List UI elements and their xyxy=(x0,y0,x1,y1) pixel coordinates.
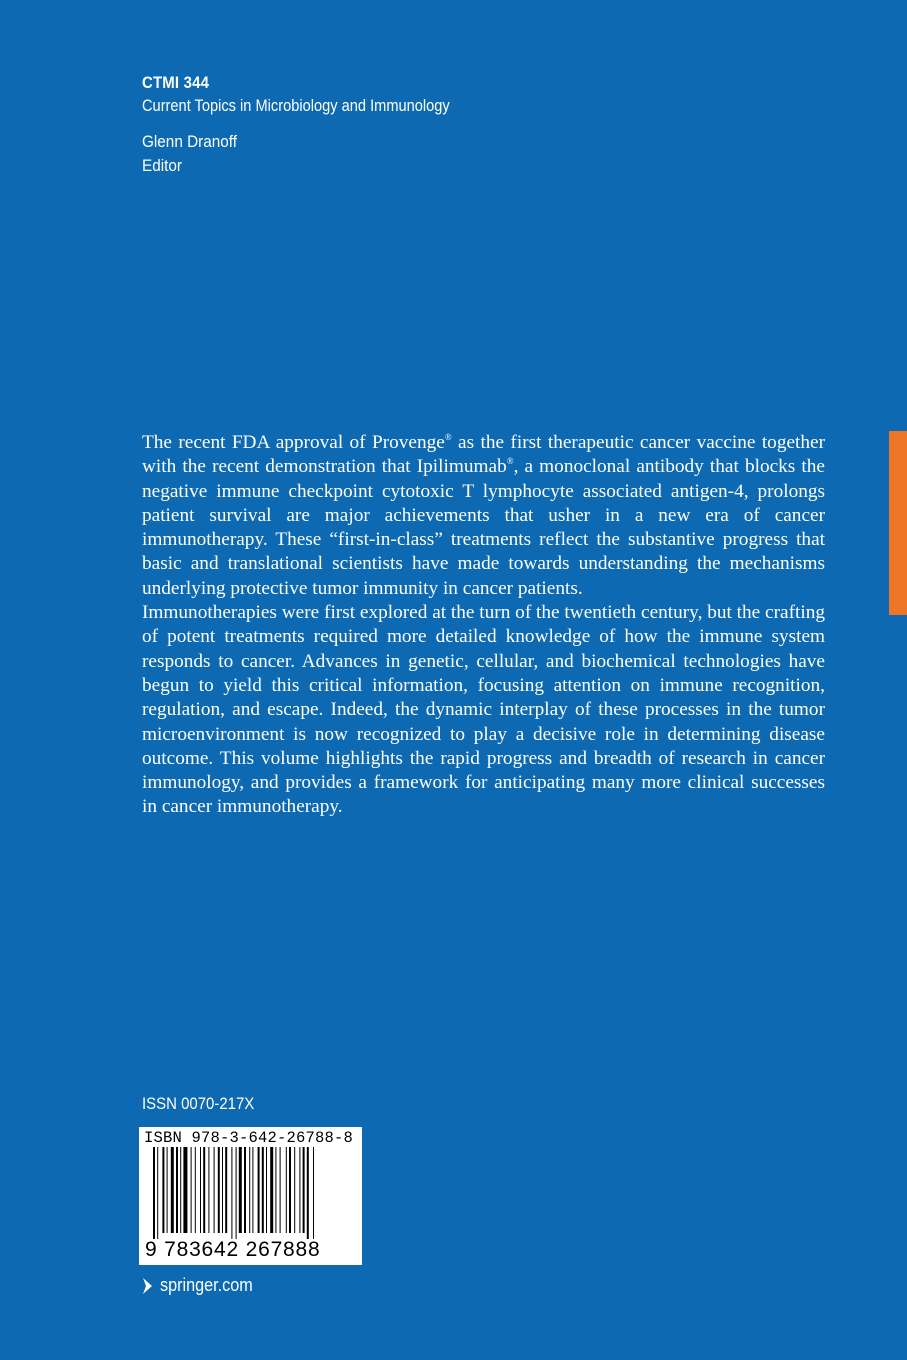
barcode-bar xyxy=(289,1147,291,1233)
barcode-bar xyxy=(222,1147,223,1233)
editor-name: Glenn Dranoff xyxy=(142,132,237,151)
barcode-bar xyxy=(307,1147,309,1239)
series-block xyxy=(142,72,500,178)
springer-link[interactable] xyxy=(141,1275,263,1296)
registered-mark: ® xyxy=(444,432,452,442)
barcode-bar xyxy=(200,1147,201,1233)
barcode-bar xyxy=(286,1147,287,1233)
barcode-bar xyxy=(180,1147,181,1233)
description-paragraph-2: Immunotherapies were first explored at the turn of the twentieth century, but the crafting of potent treatments required more detailed knowledge of how the immune system responds to cancer. Advances in genetic, cellular, and biochemical technologies have begun to yield this critical information, focusing attention on immune recognition, regulation, and escape. Indeed, the dynamic interplay of these processes in the tumor microenvironment is now recognized to play a decisive role in determining disease outcome. This volume highlights the rapid progress and breadth of research in cancer immunology, and provides a framework for anticipating many more clinical successes in cancer immunotherapy. xyxy=(142,602,825,818)
barcode-bar xyxy=(176,1147,178,1233)
description-paragraph-1 xyxy=(142,431,825,601)
barcode-bar xyxy=(280,1147,281,1233)
barcode-bar xyxy=(214,1147,215,1233)
barcode-bar xyxy=(171,1147,174,1233)
description-text: as the first therapeutic cancer vaccine together with the recent demonstration that Ipilimumab xyxy=(142,432,825,478)
issn-label: ISSN 0070-217X xyxy=(142,1094,255,1113)
barcode-bar xyxy=(239,1147,242,1233)
chevron-right-icon xyxy=(141,1277,155,1295)
barcode-bar xyxy=(244,1147,246,1233)
barcode-bar xyxy=(208,1147,209,1233)
barcode-bar xyxy=(195,1147,196,1233)
isbn-label: ISBN 978-3-642-26788-8 xyxy=(144,1129,354,1147)
series-title: Current Topics in Microbiology and Immunology xyxy=(142,96,450,115)
barcode-bar xyxy=(231,1147,232,1239)
barcode-bar xyxy=(167,1147,168,1233)
description-text: The recent FDA approval of Provenge xyxy=(142,432,445,453)
editor-role: Editor xyxy=(142,156,182,175)
description-text: , a monoclonal antibody that blocks the negative immune checkpoint cytotoxic T lymphocyte associated antigen-4, prolongs patient survival are major achievements that usher in a new era of cancer immunotherapy. These “first-in-class” treatments reflect the substantive progress that basic and translational scientists have made towards understanding the mechanisms underlying protective tumor immunity in cancer patients. xyxy=(142,456,825,599)
barcode-bar xyxy=(299,1147,300,1233)
series-code: CTMI 344 xyxy=(142,73,210,92)
barcode-bar xyxy=(313,1147,314,1239)
barcode-bar xyxy=(258,1147,260,1233)
book-description xyxy=(142,431,825,820)
springer-url[interactable]: springer.com xyxy=(160,1275,253,1295)
barcode-bar xyxy=(183,1147,187,1233)
barcode-bar xyxy=(236,1147,237,1239)
barcode-bar xyxy=(252,1147,253,1233)
barcode-bar xyxy=(266,1147,267,1233)
barcode-bar xyxy=(275,1147,276,1233)
barcode-bar xyxy=(262,1147,264,1233)
barcode-box xyxy=(139,1127,362,1265)
barcode-bar xyxy=(270,1147,273,1233)
barcode-bar xyxy=(294,1147,295,1233)
ean-digits: 9 783642 267888 xyxy=(145,1238,321,1261)
barcode-bar xyxy=(153,1147,155,1239)
registered-mark: ® xyxy=(506,456,514,467)
barcode-bar xyxy=(218,1147,220,1233)
barcode-icon xyxy=(139,1147,362,1239)
barcode-bar xyxy=(249,1147,250,1233)
barcode-bar xyxy=(191,1147,192,1233)
barcode-bar xyxy=(157,1147,158,1239)
barcode-bar xyxy=(225,1147,227,1233)
barcode-bar xyxy=(203,1147,205,1233)
orange-edge-tab xyxy=(889,431,907,615)
barcode-bar xyxy=(162,1147,164,1233)
barcode-bar xyxy=(303,1147,305,1233)
